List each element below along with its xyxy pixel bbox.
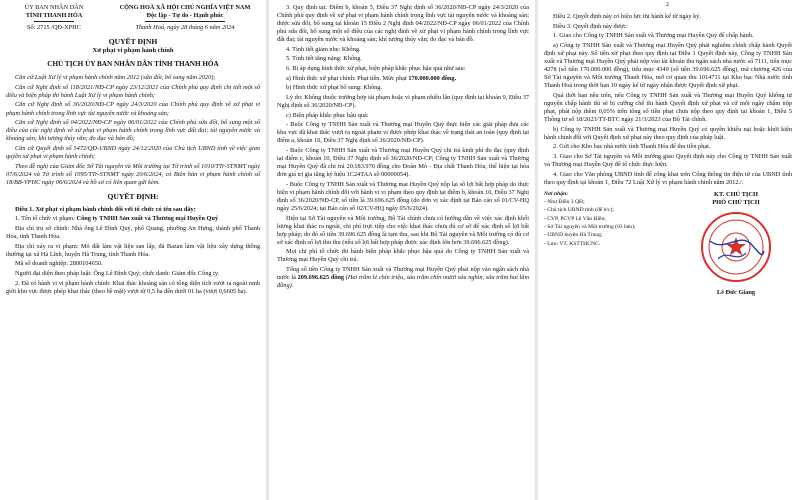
legal-basis: Căn cứ Nghị định số 36/2020/NĐ-CP ngày 24/3/2020 của Chính phủ quy định về xử phạt vi phạm hành chính trong lĩnh vực tài nguyên nước và khoáng sản; — [6, 101, 260, 117]
document-title: QUYẾT ĐỊNH — [108, 37, 158, 47]
sign-role-2: PHÓ CHỦ TỊCH — [712, 198, 760, 206]
tax-code: Mã số doanh nghiệp: 2800104650. — [15, 260, 103, 268]
recipient-item: - Sở Tài nguyên và Môi trường (03 bản); — [544, 224, 636, 231]
agency-line-1: ỦY BAN NHÂN DÂN — [24, 4, 84, 11]
issuing-authority: CHỦ TỊCH ỦY BAN NHÂN DÂN TỈNH THANH HÓA — [47, 60, 219, 69]
document-subtitle: Xử phạt vi phạm hành chính — [92, 47, 174, 55]
mitigating-circumstances: 4. Tình tiết giảm nhẹ: Không. — [286, 45, 361, 53]
article-3 — [544, 23, 792, 31]
legal-provision: 3. Quy định tại: Điểm b, khoản 5, Điều 37 Nghị định số 36/2020/NĐ-CP ngày 24/3/2020 của Chính phủ quy định về xử phạt vi phạm hành chính trong lĩnh vực tài nguyên nước và khoáng sản; được sửa đổi, bổ sung tại khoản 15 Điều 2 Nghị định 04/2022/NĐ-CP ngày 06/01/2022 của Chính phủ sửa đổi, bổ sung một số điều của các nghị định về xử phạt vi phạm hành chính trong lĩnh vực đất đai; tài nguyên nước và khoáng sản; khí tượng thủy văn; đo đạc và bản đồ. — [277, 4, 529, 44]
legal-basis: Căn cứ Nghị định số 04/2022/NĐ-CP ngày 06/01/2022 của Chính phủ sửa đổi, bổ sung một số điều của các nghị định về xử phạt vi phạm hành chính trong lĩnh vực đất đai; tài nguyên nước và khoáng sản; khí tượng thủy văn; đo đạc và bản đồ; — [6, 119, 260, 143]
signature-block — [680, 191, 792, 298]
delivery-item: 2. Gửi cho Kho bạc nhà nước tỉnh Thanh Hóa để thu tiền phạt. — [553, 143, 711, 151]
page-2 — [269, 0, 535, 500]
remedial-note: Hiện tại Sở Tài nguyên và Môi trường, Bộ Tài chính chưa có hướng dẫn về việc xác định khối lượng khai thác ra ngoài, chi phí trực tiếp cho việc khai thác chưa đủ cơ sở để xác định số lợi bất hợp pháp; do đó số tiền 39.696.625 đồng là tạm thu, sau khi Bộ Tài nguyên và Môi trường có đủ cơ sở xác định số lợi thu thu (nếu số lợi bất hợp pháp được xác định lớn hơn 39.696.625 đồng). — [277, 214, 529, 246]
decision-number: Số: 2715 /QĐ-XPHC — [27, 24, 81, 32]
signer-name: Lê Đức Giang — [716, 289, 756, 297]
org-name: Công ty TNHH Sản xuất và Thương mại Huyền Quý — [76, 215, 219, 223]
legal-representative: Người đại diện theo pháp luật: Ông Lê Đình Quý; chức danh: Giám đốc Công ty. — [15, 270, 220, 278]
total-value: 209.696.625 đồng — [297, 274, 345, 282]
remedial-measures: c) Biện pháp khắc phục hậu quả: — [286, 111, 369, 119]
official-seal — [700, 211, 772, 283]
total-amount — [277, 266, 529, 290]
org-address: Địa chỉ trụ sở chính: Nhà ông Lê Đình Quý, phố Quang, phường An Hưng, thành phố Thanh Hóa, tỉnh Thanh Hóa. — [6, 225, 260, 241]
penalty-reason: Lý do: Không thuộc trường hợp tái phạm hoặc vi phạm nhiều lần (quy định tại khoản 9, Điều 37 Nghị định số 36/2020/NĐ-CP). — [277, 94, 530, 110]
fine-amount: 170.000.000 đồng. — [408, 74, 457, 82]
article-2-text: Điều 2. Quyết định này có hiệu lực thi hành kể từ ngày ký. — [553, 13, 701, 20]
additional-penalty: b) Hình thức xử phạt bổ sung: Không. — [286, 84, 383, 92]
violation-address: Địa chỉ xảy ra vi phạm: Mỏ đất làm vật liệu san lấp, đá Bazan làm vật liệu xây dựng thông thường tại xã Hà Lĩnh, huyện Hà Trung, tỉnh Thanh Hóa. — [6, 242, 260, 258]
recipient-item: - Lưu: VT, KSTTHCNC. — [544, 240, 601, 247]
delivery-item: 4. Giao cho Văn phòng UBND tỉnh để công khai trên Cổng thông tin điện tử của UBND tỉnh theo quy định tại khoản 1, Điều 72 Luật Xử lý vi phạm hành chính năm 2012./. — [544, 170, 792, 186]
delivery-item: a) Công ty TNHH Sản xuất và Thương mại Huyền Quý phải nghiêm chỉnh chấp hành Quyết định xử phạt này. Số tiền xử phạt theo quy định tại Điều 1 Quyết định này, Công ty TNHH Sản xuất và Thương mại Huyền Quý phải nộp vào tài khoản thu ngân sách nhà nước số 7111, tiểu mục 4278 (số tiền 170.000.000 đồng), tiểu mục 4349 (số tiền 39.696.625 đồng), mã chương 426 của Sở Tài nguyên và Môi trường Thanh Hóa, mở cơ quan thu 1014711 tại Kho bạc Nhà nước tỉnh Thanh Hoá trong thời hạn 10 ngày kể từ ngày nhận được Quyết định xử phạt. — [544, 41, 792, 90]
document-footer — [544, 191, 792, 298]
recipients-block — [544, 191, 664, 298]
remedial-item: - Buộc Công ty TNHH Sản xuất và Thương mại Huyền Quý chi trả kinh phí đo đạc (quy định tại điểm c, khoản 10, Điều 37 Nghị định số 36/2020/NĐ-CP; Công ty TNHH Sản xuất và Thương mại Huyền Quý đã chi trả 20.183.970 đồng cho Đoàn Mỏ - Địa chất Thanh Hóa, thể hiện tại hóa đơn giá trị gia tăng ký hiệu 1C24TAA số 00000054). — [277, 147, 529, 179]
nation-line-2: Độc lập - Tự do - Hạnh phúc — [146, 12, 224, 20]
main-penalty — [277, 75, 529, 83]
divider — [145, 21, 225, 22]
article-1-heading — [6, 206, 260, 214]
org-prefix: 1. Tên tổ chức vi phạm: — [15, 215, 77, 223]
legal-basis: Căn cứ Nghị định số 118/2021/NĐ-CP ngày 23/12/2021 của Chính phủ quy định chi tiết một số điều và biện pháp thi hành Luật Xử lý vi phạm hành chính; — [6, 83, 260, 99]
article-2 — [544, 13, 792, 21]
page-number: 2 — [666, 2, 669, 8]
article-3-text: Điều 3. Quyết định này được: — [553, 22, 628, 30]
decides-heading: QUYẾT ĐỊNH: — [107, 191, 159, 201]
org-name-line — [6, 215, 260, 223]
violation-act: 2. Đã có hành vi vi phạm hành chính: Khai thác khoáng sản có tổng diện tích vượt ra ngoài ranh giới khu vực được phép khai thác (theo bề mặt) vượt từ 0,5 ha đến dưới 01 ha (vượt 0,6605 ha). — [6, 279, 260, 295]
sign-role-1: KT. CHỦ TỊCH — [714, 190, 758, 198]
legal-basis: Theo đề nghị của Giám đốc Sở Tài nguyên và Môi trường tại Tờ trình số 1010/TTr-STNMT ngày 07/6/2024 và Tờ trình số 1095/TTr-STNMT ngày 20/6/2024, có Biên bản vi phạm hành chính số 18/BB-VPHC ngày 06/6/2024 và hồ sơ có liên quan gửi kèm. — [6, 162, 260, 186]
total-prefix: Tổng số tiền Công ty TNHH Sản xuất và Thương mại Huyền Quý phải nộp vào ngân sách nhà nước là — [277, 266, 529, 282]
total-in-words: (Hai trăm lẻ chín triệu, sáu trăm chín mươi sáu nghìn, sáu trăm hai lăm đồng). — [277, 274, 529, 290]
recipient-item: - CVP, PCVP Lê Văn Hiền; — [544, 215, 606, 222]
page-3 — [538, 0, 800, 500]
recipient-item: - Như Điều 3 QĐ; — [544, 199, 585, 206]
agency-line-2: TỈNH THANH HÓA — [25, 12, 83, 20]
legal-basis: Căn cứ Quyết định số 5472/QĐ-UBND ngày 24/12/2020 của Chủ tịch UBND tỉnh về việc giao quyền xử phạt vi phạm hành chính; — [6, 144, 260, 160]
cost-note: Mọi chi phí tổ chức thi hành biện pháp khắc phục hậu quả do Công ty TNHH Sản xuất và Thương mại Huyền Quý chi trả. — [277, 248, 529, 264]
issue-date: Thanh Hoá, ngày 28 tháng 6 năm 2024 — [135, 24, 235, 32]
page-1 — [0, 0, 266, 500]
delivery-item: b) Công ty TNHH Sản xuất và Thương mại Huyền Quý có quyền khiếu nại hoặc khởi kiện hành chính đối với Quyết định xử phạt này theo quy định của pháp luật. — [544, 125, 792, 141]
remedial-item: - Buộc Công ty TNHH Sản xuất và Thương mại Huyền Quý thực hiện các giải pháp đưa các khu vực đã khai thác vượt ra ngoài phạm vi được phép khai thác về trạng thái an toàn (quy định tại điểm a, khoản 10, Điều 37 Nghị định số 36/2020/NĐ-CP). — [277, 121, 529, 145]
aggravating-circumstances: 5. Tình tiết tăng nặng: Không. — [286, 55, 362, 63]
recipient-item: - UBND huyện Hà Trung; — [544, 232, 603, 239]
divider — [34, 21, 74, 22]
article-1-text: Điều 1. Xử phạt vi phạm hành chính đối với tổ chức có tên sau đây: — [15, 205, 196, 213]
delivery-item: 1. Giao cho Công ty TNHH Sản xuất và Thương mại Huyền Quý để chấp hành. — [553, 32, 754, 40]
nation-line-1: CỘNG HOÀ XÃ HỘI CHỦ NGHĨA VIỆT NAM — [119, 4, 251, 11]
delivery-item: 3. Giao cho Sở Tài nguyên và Môi trường giao Quyết định này cho Công ty TNHH Sản xuất và Thương mại Huyền Quý để tổ chức thực hiện. — [544, 152, 792, 168]
penalty-intro: 6. Bị áp dụng hình thức xử phạt, biện pháp khắc phục hậu quả như sau: — [286, 65, 466, 73]
recipient-item: - Chủ tịch UBND tỉnh (để b/c); — [544, 207, 614, 214]
delivery-item: Quá thời hạn nêu trên, nếu Công ty TNHH Sản xuất và Thương mại Huyền Quý không tự nguyện chấp hành thì sẽ bị cưỡng chế thi hành Quyết định xử phạt và cứ mỗi ngày chậm nộp phạt, phải nộp thêm 0,05% trên tổng số tiền phạt chưa nộp theo quy định tại khoản 1, Điều 5 Thông tư số 18/2023/TT-BTC ngày 21/3/2023 của Bộ Tài chính. — [544, 91, 792, 123]
main-penalty-text: a) Hình thức xử phạt chính: Phạt tiền. Mức phạt — [286, 74, 409, 82]
recipients-title: Nơi nhận: — [544, 190, 568, 197]
legal-basis: Căn cứ Luật Xử lý vi phạm hành chính năm 2012 (sửa đổi, bổ sung năm 2020); — [15, 74, 216, 82]
document-header — [6, 4, 260, 32]
remedial-item: - Buộc Công ty TNHH Sản xuất và Thương mại Huyền Quý nộp lại số lợi bất hợp pháp do thực hiện vi phạm hành chính đối với hành vi vi phạm theo quy định tại điểm b, khoản 10, Điều 37 Nghị định số 36/2020/NĐ-CP, số tiền là 39.696.625 đồng (do đơn vị xác định tại Báo cáo số 01/CV-HQ ngày 25/6/2024; tại Báo cáo số 02/CV-HQ ngày 05/6/2024). — [277, 180, 529, 213]
